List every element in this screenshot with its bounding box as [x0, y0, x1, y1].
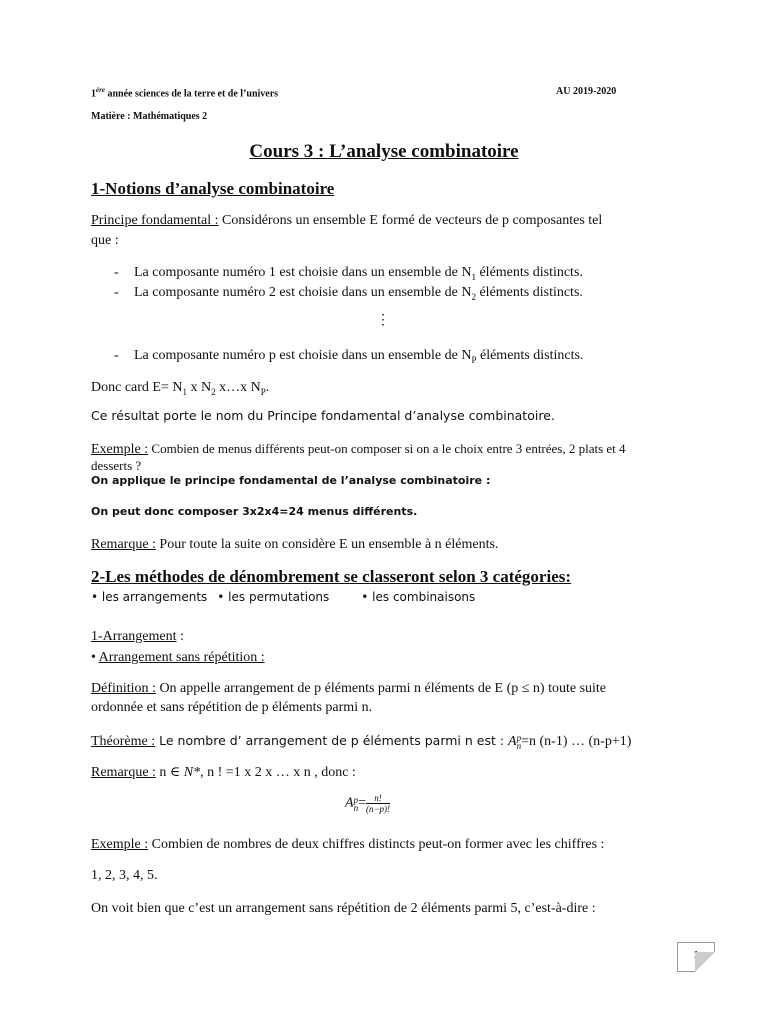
- principle-text: Considérons un ensemble E formé de vecteurs de p composantes tel: [218, 213, 603, 228]
- program-name: année sciences de la terre et de l’univers: [104, 88, 279, 100]
- categories-line: [91, 590, 475, 604]
- course-title: Cours 3 : L’analyse combinatoire: [249, 141, 519, 162]
- level-superscript: ère: [96, 86, 105, 94]
- result-text: Ce résultat porte le nom du Principe fondamental d’analyse combinatoire.: [91, 408, 555, 423]
- arrangement-heading: 1-Arrangement :: [91, 629, 184, 644]
- remark-text: Pour toute la suite on considère E un ensemble à n éléments.: [155, 537, 499, 552]
- page-number: 1: [693, 950, 699, 961]
- level-number: 1: [91, 88, 96, 100]
- level-label: [91, 86, 278, 99]
- remark-paragraph: [91, 535, 498, 554]
- example2-paragraph: [91, 835, 604, 854]
- arrangement-subheading: • Arrangement sans répétition :: [91, 650, 265, 665]
- academic-year: AU 2019-2020: [556, 86, 617, 97]
- definition-text: On appelle arrangement de p éléments parmi n éléments de E (p ≤ n) toute suite: [155, 681, 607, 696]
- definition-text-cont: ordonnée et sans répétition de p éléments parmi n.: [91, 700, 373, 715]
- example-label: Exemple :: [91, 442, 149, 457]
- category-item: • les permutations: [217, 590, 330, 604]
- example2-text: Combien de nombres de deux chiffres distincts peut-on former avec les chiffres :: [148, 837, 605, 852]
- category-item: • les combinaisons: [361, 590, 476, 604]
- section1-heading: 1-Notions d’analyse combinatoire: [91, 179, 335, 198]
- theorem-text: Le nombre d’ arrangement de p éléments parmi n est :: [155, 733, 509, 748]
- theorem-formula: A p n =n (n-1) … (n-p+1): [508, 732, 632, 751]
- remark2-label: Remarque :: [91, 765, 156, 780]
- compose-text: On peut donc composer 3x2x4=24 menus différents.: [91, 505, 418, 518]
- apply-text: On applique le principe fondamental de l’analyse combinatoire :: [91, 474, 491, 487]
- digits-list: 1, 2, 3, 4, 5.: [91, 868, 158, 883]
- page-number-box: [677, 942, 715, 972]
- category-item: • les arrangements: [91, 590, 208, 604]
- example2-label: Exemple :: [91, 837, 149, 852]
- bullet-item: - La composante numéro p est choisie dans un ensemble de $N_P$ éléments distincts.: [114, 348, 584, 365]
- definition-paragraph: [91, 679, 606, 698]
- bullet-item: - La composante numéro 1 est choisie dans un ensemble de $N_1$ éléments distincts.: [114, 265, 583, 282]
- section2-heading: 2-Les méthodes de dénombrement se classeront selon 3 catégories:: [91, 567, 572, 586]
- remark-label: Remarque :: [91, 537, 156, 552]
- bullet-item: - La composante numéro 2 est choisie dans un ensemble de $N_2$ éléments distincts.: [114, 285, 583, 302]
- example-text-cont: desserts ?: [91, 458, 142, 473]
- conclusion-text: On voit bien que c’est un arrangement sans répétition de 2 éléments parmi 5, c’est-à-dire :: [91, 901, 596, 916]
- arrangement-formula: A p n = $\frac{n!}{(n-p)!}$: [345, 793, 391, 814]
- definition-label: Définition :: [91, 681, 156, 696]
- remark2-paragraph: Remarque : n ∈ N*, n ! =1 x 2 x … x n , donc :: [91, 765, 356, 780]
- example-paragraph: [91, 441, 626, 458]
- principle-text-cont: que :: [91, 233, 119, 248]
- example-text: Combien de menus différents peut-on composer si on a le choix entre 3 entrées, 2 plats et 4: [148, 441, 626, 456]
- theorem-paragraph: [91, 731, 631, 751]
- card-formula: Donc card $E= N_1$ x $N_2$ x…x $N_P$.: [91, 380, 270, 397]
- page-fold-corner: [695, 952, 715, 972]
- principle-label: Principe fondamental :: [91, 213, 219, 228]
- principle-paragraph: [91, 211, 602, 230]
- subject-line: Matière : Mathématiques 2: [91, 111, 208, 122]
- theorem-label: Théorème :: [91, 734, 156, 749]
- vertical-ellipsis: ⋮: [376, 313, 390, 328]
